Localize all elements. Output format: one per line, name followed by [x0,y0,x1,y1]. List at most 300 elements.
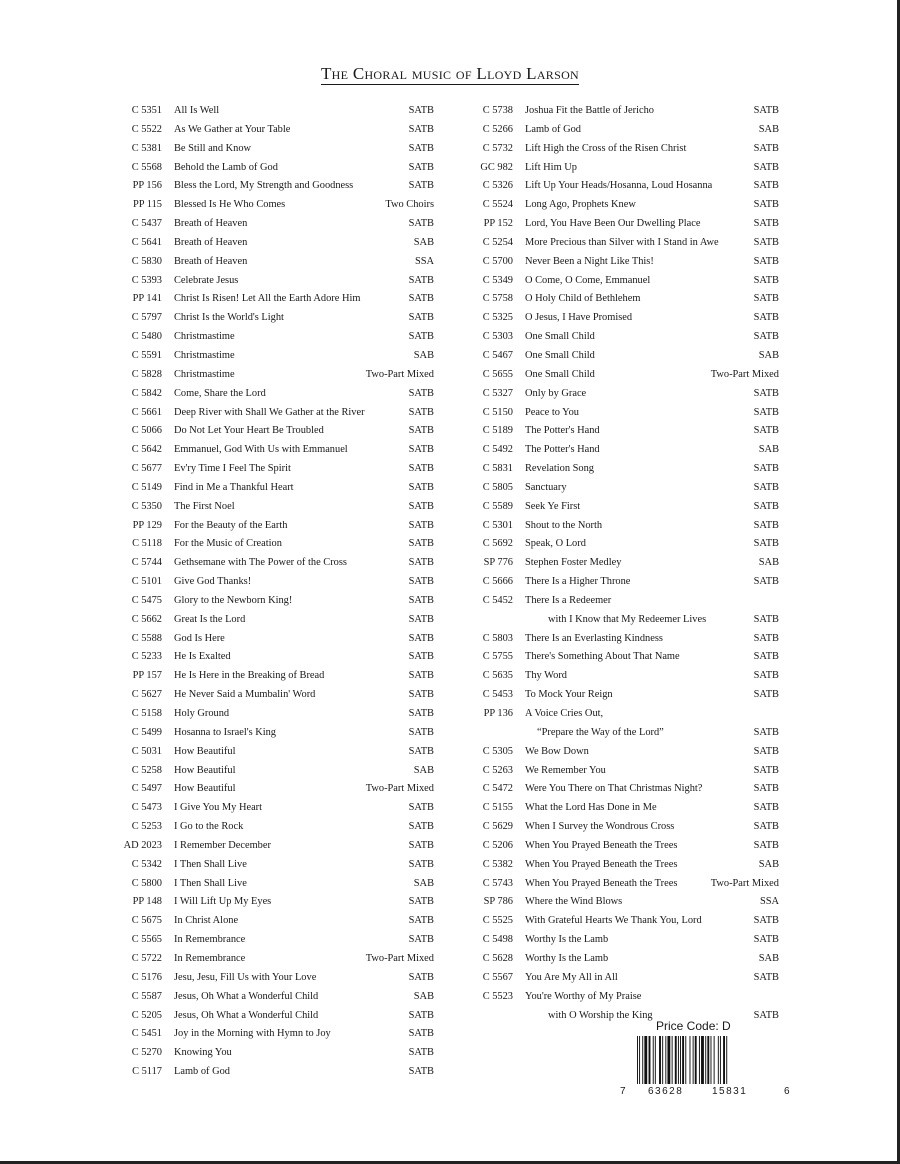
song-title: Gethsemane with The Power of the Cross [174,557,347,569]
song-title: He Never Said a Mumbalin' Word [174,689,316,701]
catalog-number: C 5453 [482,689,513,701]
catalog-entry [116,573,434,592]
voicing: SATB [408,896,434,908]
catalog-number: C 5523 [482,990,513,1002]
catalog-entry [116,875,434,894]
song-title: Long Ago, Prophets Knew [525,199,636,211]
song-title: One Small Child [525,368,595,380]
catalog-entry [467,441,779,460]
voicing: SATB [753,481,779,493]
catalog-entry [467,140,779,159]
catalog-entry [116,517,434,536]
catalog-entry [467,648,779,667]
voicing: SATB [408,708,434,719]
catalog-number: C 5349 [482,274,513,286]
barcode-bar [655,1036,656,1084]
barcode [635,1036,775,1084]
voicing: SATB [408,594,434,606]
catalog-entry [467,328,779,347]
catalog-entry [116,686,434,705]
song-title: Do Not Let Your Heart Be Troubled [174,425,324,437]
voicing: SATB [408,915,434,927]
catalog-number: C 5258 [131,764,162,776]
catalog-entry [467,517,779,536]
catalog-entry [116,290,434,309]
catalog-number: C 5118 [132,538,162,550]
catalog-number: C 5031 [131,745,162,757]
song-title: Ev'ry Time I Feel The Spirit [174,463,291,475]
voicing: SATB [753,783,779,795]
catalog-number: C 5176 [131,971,162,983]
catalog-entry [467,309,779,328]
catalog-number: C 5642 [131,444,162,456]
voicing: SATB [753,519,779,531]
catalog-entry [116,799,434,818]
barcode-group-2: 15831 [712,1086,748,1097]
catalog-entry [467,234,779,253]
barcode-bar [678,1036,679,1084]
voicing: SATB [408,613,434,625]
catalog-entry [116,912,434,931]
barcode-bar [693,1036,694,1084]
catalog-number: C 5497 [131,783,162,795]
voicing: SATB [408,802,434,814]
catalog-number: C 5266 [482,123,513,135]
catalog-number: C 5641 [131,236,162,248]
catalog-entry [116,102,434,121]
catalog-entry [116,648,434,667]
voicing: SATB [753,934,779,946]
voicing: SAB [758,557,779,569]
voicing: SATB [408,632,434,644]
song-title: Where the Wind Blows [525,896,623,908]
voicing: SATB [408,1028,434,1040]
barcode-bar [659,1036,661,1084]
song-title: A Voice Cries Out, [525,708,604,719]
voicing: SAB [413,877,434,889]
song-title: One Small Child [525,331,595,343]
song-title: Knowing You [174,1047,232,1059]
song-title: Lamb of God [174,1066,230,1078]
song-title: How Beautiful [174,783,236,795]
catalog-entry [467,479,779,498]
barcode-group-1: 63628 [648,1086,684,1097]
catalog-number: C 5382 [482,858,513,870]
catalog-entry [116,272,434,291]
voicing: SATB [408,1047,434,1059]
voicing: SAB [758,952,779,964]
song-title: To Mock Your Reign [525,689,613,701]
voicing: Two Choirs [385,199,434,211]
catalog-number: C 5342 [131,858,162,870]
song-title-continued: “Prepare the Way of the Lord” [537,726,664,738]
song-title: Jesus, Oh What a Wonderful Child [174,1009,319,1021]
catalog-column-right [467,102,779,1025]
song-title: Give God Thanks! [174,576,252,588]
voicing: SATB [753,105,779,116]
song-title: Worthy Is the Lamb [525,934,609,946]
catalog-entry [467,667,779,686]
voicing: SATB [753,236,779,248]
voicing: SAB [413,990,434,1002]
price-code: Price Code: D [656,1019,731,1033]
catalog-entry [116,818,434,837]
catalog-number: C 5473 [131,802,162,814]
voicing: SATB [753,651,779,663]
barcode-bar [675,1036,677,1084]
barcode-bar [642,1036,643,1084]
voicing: SATB [408,331,434,343]
song-title: Come, Share the Lord [174,387,266,399]
catalog-number: C 5381 [131,142,162,154]
song-title: When I Survey the Wondrous Cross [525,821,675,833]
catalog-entry [467,818,779,837]
catalog-entry [116,667,434,686]
catalog-number: PP 156 [132,180,162,192]
catalog-number: C 5588 [131,632,162,644]
voicing: SATB [408,971,434,983]
catalog-entry [467,875,779,894]
catalog-entry [116,705,434,724]
voicing: SATB [753,971,779,983]
catalog-entry [116,762,434,781]
voicing: SATB [408,745,434,757]
voicing: Two-Part Mixed [710,368,779,380]
catalog-number: C 5828 [131,368,162,380]
song-title: Emmanuel, God With Us with Emmanuel [174,444,348,456]
barcode-bar [653,1036,654,1084]
catalog-entry [116,404,434,423]
catalog-entry [116,309,434,328]
catalog-number: PP 148 [132,896,162,908]
catalog-number: C 5525 [482,915,513,927]
barcode-lead-digit: 7 [620,1086,626,1097]
voicing: SATB [408,274,434,286]
barcode-bar [701,1036,704,1084]
song-title: How Beautiful [174,745,236,757]
song-title: Jesu, Jesu, Fill Us with Your Love [174,971,317,983]
song-title: There's Something About That Name [525,651,680,663]
voicing: SATB [408,481,434,493]
catalog-number: C 5591 [131,349,162,361]
song-title: Deep River with Shall We Gather at the River [174,406,365,418]
catalog-number: PP 152 [483,218,513,230]
song-title: Lamb of God [525,123,581,135]
catalog-number: C 5524 [482,199,513,211]
catalog-number: C 5472 [482,783,513,795]
catalog-number: C 5270 [131,1047,162,1059]
song-title: Blessed Is He Who Comes [174,199,286,211]
song-title: Behold the Lamb of God [174,161,278,173]
song-title: For the Music of Creation [174,538,282,550]
barcode-bar [672,1036,673,1084]
barcode-bar [680,1036,681,1084]
voicing: SAB [758,858,779,870]
song-title: Breath of Heaven [174,236,248,248]
song-title: You Are My All in All [525,971,618,983]
song-title: With Grateful Hearts We Thank You, Lord [525,915,702,927]
song-title: One Small Child [525,349,595,361]
song-title: In Remembrance [174,952,246,964]
catalog-number: C 5755 [482,651,513,663]
song-title: Revelation Song [525,463,594,475]
voicing: SATB [753,312,779,324]
catalog-entry [467,460,779,479]
voicing: Two-Part Mixed [365,368,434,380]
catalog-entry [116,1025,434,1044]
song-title: We Bow Down [525,745,589,757]
voicing: SATB [753,613,779,625]
catalog-number: C 5568 [131,161,162,173]
song-title: There Is a Higher Throne [525,576,631,588]
catalog-number: C 5301 [482,519,513,531]
voicing: SAB [758,444,779,456]
catalog-entry [116,554,434,573]
song-title: Christmastime [174,349,235,361]
voicing: SATB [753,1009,779,1021]
song-title: Celebrate Jesus [174,274,239,286]
voicing: SATB [753,274,779,286]
catalog-number: C 5831 [482,463,513,475]
song-title: Speak, O Lord [525,538,586,550]
song-title: The First Noel [174,500,235,512]
catalog-number: C 5842 [131,387,162,399]
catalog-number: GC 982 [480,161,513,173]
song-title: Joy in the Morning with Hymn to Joy [174,1028,331,1040]
catalog-number: C 5451 [131,1028,162,1040]
song-title: Seek Ye First [525,500,581,512]
catalog-number: C 5437 [131,218,162,230]
barcode-bar [690,1036,691,1084]
barcode-bar [665,1036,666,1084]
barcode-bar [718,1036,719,1084]
catalog-entry [116,988,434,1007]
catalog-entry [467,535,779,554]
song-title: Jesus, Oh What a Wonderful Child [174,990,319,1002]
catalog-entry [467,592,779,630]
catalog-entry [467,780,779,799]
voicing: SATB [408,293,434,305]
catalog-number: C 5467 [482,349,513,361]
song-title: O Holy Child of Bethlehem [525,293,641,305]
voicing: SATB [753,821,779,833]
catalog-entry [116,931,434,950]
song-title: All Is Well [174,105,220,116]
catalog-entry [116,969,434,988]
catalog-entry [467,121,779,140]
barcode-check-digit: 6 [784,1086,790,1097]
catalog-entry [116,234,434,253]
voicing: SATB [753,406,779,418]
voicing: SATB [408,500,434,512]
barcode-bar [639,1036,640,1084]
catalog-number: C 5629 [482,821,513,833]
catalog-number: C 5677 [131,463,162,475]
song-title: Only by Grace [525,387,587,399]
voicing: SATB [408,123,434,135]
song-title: I Remember December [174,839,271,851]
song-title: Were You There on That Christmas Night? [525,783,703,795]
catalog-number: C 5738 [482,105,513,116]
song-title: Peace to You [525,406,579,418]
song-title: There Is an Everlasting Kindness [525,632,663,644]
catalog-entry [116,950,434,969]
voicing: SSA [414,255,434,267]
song-title: When You Prayed Beneath the Trees [525,839,678,851]
song-title: What the Lord Has Done in Me [525,802,657,814]
catalog-entry [116,347,434,366]
voicing: SATB [753,463,779,475]
song-title: In Christ Alone [174,915,239,927]
catalog-entry [116,422,434,441]
song-title: Lift Him Up [525,161,577,173]
catalog-number: C 5589 [482,500,513,512]
catalog-entry [116,1007,434,1026]
catalog-number: PP 115 [133,199,162,211]
catalog-number: C 5350 [131,500,162,512]
catalog-number: C 5700 [482,255,513,267]
catalog-entry [116,893,434,912]
catalog-entry [467,366,779,385]
barcode-bar [705,1036,706,1084]
catalog-entry [467,253,779,272]
song-title: O Jesus, I Have Promised [525,312,633,324]
catalog-entry [467,931,779,950]
catalog-number: C 5253 [131,821,162,833]
voicing: SATB [408,444,434,456]
catalog-entry [467,893,779,912]
voicing: SATB [408,142,434,154]
catalog-entry [116,196,434,215]
catalog-entry [467,422,779,441]
catalog-entry [467,498,779,517]
catalog-number: C 5628 [482,952,513,964]
voicing: SATB [408,425,434,437]
song-title: Breath of Heaven [174,218,248,230]
catalog-entry [467,196,779,215]
barcode-bar [711,1036,712,1084]
catalog-number: C 5758 [482,293,513,305]
catalog-number: SP 776 [483,557,513,569]
catalog-number: C 5189 [482,425,513,437]
song-title: Hosanna to Israel's King [174,726,277,738]
catalog-number: PP 141 [132,293,162,305]
catalog-number: C 5662 [131,613,162,625]
catalog-number: SP 786 [483,896,513,908]
catalog-entry [116,385,434,404]
song-title: Great Is the Lord [174,613,246,625]
catalog-number: C 5305 [482,745,513,757]
catalog-entry [116,460,434,479]
voicing: SATB [408,406,434,418]
song-title: Never Been a Night Like This! [525,255,654,267]
song-title: Bless the Lord, My Strength and Goodness [174,180,354,192]
catalog-number: C 5655 [482,368,513,380]
song-title: More Precious than Silver with I Stand in Awe [525,236,719,248]
voicing: SAB [758,349,779,361]
catalog-number: C 5101 [131,576,162,588]
voicing: SATB [408,105,434,116]
catalog-entry [467,215,779,234]
voicing: SATB [753,180,779,192]
catalog-entry [467,272,779,291]
catalog-number: C 5254 [482,236,513,248]
catalog-entry [116,121,434,140]
voicing: SSA [759,896,779,908]
song-title: Christmastime [174,368,235,380]
song-title: Lift Up Your Heads/Hosanna, Loud Hosanna [525,180,713,192]
catalog-number: C 5722 [131,952,162,964]
catalog-number: C 5117 [132,1066,162,1078]
catalog-entry [467,988,779,1026]
song-title: Lord, You Have Been Our Dwelling Place [525,218,701,230]
barcode-bar [720,1036,721,1084]
catalog-entry [467,630,779,649]
catalog-number: C 5158 [131,708,162,719]
catalog-entry [467,385,779,404]
barcode-bar [685,1036,686,1084]
catalog-number: C 5206 [482,839,513,851]
voicing: SATB [753,293,779,305]
song-title: As We Gather at Your Table [174,123,291,135]
voicing: Two-Part Mixed [365,952,434,964]
voicing: Two-Part Mixed [365,783,434,795]
page-title: The Choral music of Lloyd Larson [320,64,580,83]
song-title: O Come, O Come, Emmanuel [525,274,651,286]
song-title-continued: with O Worship the King [548,1009,653,1021]
voicing: SAB [413,764,434,776]
voicing: SATB [408,821,434,833]
voicing: SATB [408,689,434,701]
song-title: Glory to the Newborn King! [174,594,293,606]
voicing: SATB [753,538,779,550]
song-title-continued: with I Know that My Redeemer Lives [548,613,707,625]
catalog-number: C 5675 [131,915,162,927]
catalog-number: C 5661 [131,406,162,418]
voicing: SATB [408,670,434,682]
catalog-number: C 5797 [131,312,162,324]
voicing: SATB [753,632,779,644]
catalog-number: C 5743 [482,877,513,889]
catalog-number: C 5325 [482,312,513,324]
song-title: Find in Me a Thankful Heart [174,481,294,493]
catalog-number: C 5803 [482,632,513,644]
catalog-entry [116,1063,434,1082]
song-title: Sanctuary [525,481,567,493]
song-title: How Beautiful [174,764,236,776]
catalog-entry [467,950,779,969]
song-title: Stephen Foster Medley [525,557,622,569]
song-title: Christmastime [174,331,235,343]
voicing: SATB [408,519,434,531]
catalog-number: C 5587 [131,990,162,1002]
voicing: SATB [753,500,779,512]
catalog-number: C 5480 [131,331,162,343]
voicing: SATB [753,745,779,757]
catalog-number: C 5233 [131,651,162,663]
song-title: I Then Shall Live [174,877,247,889]
catalog-entry [116,366,434,385]
barcode-bar [662,1036,663,1084]
catalog-number: C 5452 [482,594,513,606]
barcode-bar [707,1036,709,1084]
catalog-entry [467,969,779,988]
song-title: In Remembrance [174,934,246,946]
voicing: SATB [753,576,779,588]
catalog-column-left [116,102,434,1082]
voicing: SATB [408,651,434,663]
catalog-number: C 5830 [131,255,162,267]
